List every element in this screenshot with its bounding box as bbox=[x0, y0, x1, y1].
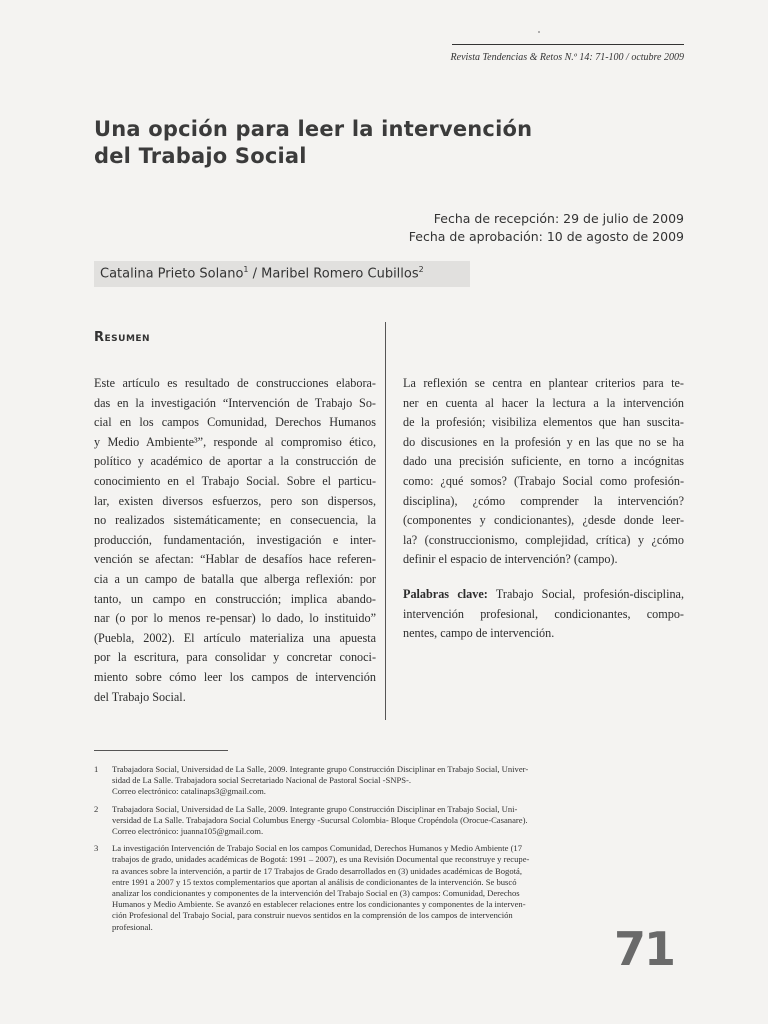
footnote-rule bbox=[94, 750, 228, 751]
reception-date: Fecha de recepción: 29 de julio de 2009 bbox=[433, 211, 684, 226]
keywords-label: Palabras clave: bbox=[403, 587, 488, 601]
abstract-left-line: tanto, un campo en construcción; implica abando- bbox=[94, 591, 376, 606]
abstract-right-line: dado una precisión suficiente, en torno a incógnitas bbox=[403, 454, 684, 469]
footnote-line: La investigación Intervención de Trabajo Social en los campos Comunidad, Derechos Humanos y Medio Ambiente (17 bbox=[112, 843, 523, 854]
abstract-right-line: de la profesión; visibiliza elementos que han suscita- bbox=[403, 415, 684, 430]
header-rule bbox=[452, 44, 684, 45]
abstract-right-column bbox=[403, 374, 684, 570]
author-1-footnote-ref: 1 bbox=[243, 265, 249, 274]
article-title bbox=[94, 116, 614, 170]
title-line-2: del Trabajo Social bbox=[94, 144, 307, 168]
abstract-right-line: definir el espacio de intervención? (campo). bbox=[403, 552, 618, 567]
abstract-right-line: (componentes y condicionantes), ¿desde donde leer- bbox=[403, 513, 684, 528]
approval-date: Fecha de aprobación: 10 de agosto de 2009 bbox=[408, 229, 684, 244]
abstract-left-line: político y académico de aportar a la construcción de bbox=[94, 454, 376, 469]
keywords-block bbox=[403, 585, 684, 644]
abstract-right-line: do discusiones en la profesión y en las que no se ha bbox=[403, 434, 684, 449]
author-2-footnote-ref: 2 bbox=[418, 265, 424, 274]
keywords-line: intervención profesional, condicionantes, compo- bbox=[403, 606, 684, 621]
article-dates bbox=[360, 210, 684, 246]
footnote-line: profesional. bbox=[112, 921, 153, 932]
abstract-left-line: (Puebla, 2002). El artículo materializa una apuesta bbox=[94, 630, 376, 645]
footnote-line: Humanos y Medio Ambiente. Se avanzó en establecer relaciones entre los condicionantes y componentes de la interven- bbox=[112, 899, 526, 910]
abstract-left-line: del Trabajo Social. bbox=[94, 689, 186, 704]
footnote-line: Trabajadora Social, Universidad de La Salle, 2009. Integrante grupo Construcción Disciplinar en Trabajo Social, Uni- bbox=[112, 803, 518, 814]
abstract-left-line: producción, fundamentación, investigación e inter- bbox=[94, 532, 376, 547]
author-separator: / bbox=[248, 266, 262, 282]
footnote-number: 1 bbox=[94, 764, 99, 774]
column-divider bbox=[385, 322, 386, 720]
keywords-line: nentes, campo de intervención. bbox=[403, 626, 555, 641]
abstract-left-line: cia a un campo de batalla que alberga reflexión: por bbox=[94, 571, 376, 586]
abstract-left-line: miento sobre cómo leer los campos de intervención bbox=[94, 669, 376, 684]
abstract-left-line: nar (o por lo menos re-pensar) lo dado, lo instituido” bbox=[94, 611, 376, 626]
abstract-left-line: y Medio Ambiente³”, responde al compromiso ético, bbox=[94, 434, 376, 449]
abstract-right-line: ner en cuenta al hacer la lectura a la intervención bbox=[403, 395, 684, 410]
footnote-line: Correo electrónico: catalinaps3@gmail.com. bbox=[112, 786, 266, 797]
keywords-line bbox=[403, 585, 684, 605]
footnote bbox=[94, 764, 574, 798]
footnote bbox=[94, 843, 574, 933]
footnote-line: versidad de La Salle. Trabajadora Social Columbus Energy -Sucursal Colombia- Bloque Cropéndola (Orocue-Casanare). bbox=[112, 814, 528, 825]
footnote-line: Trabajadora Social, Universidad de La Salle, 2009. Integrante grupo Construcción Disciplinar en Trabajo Social, Univer- bbox=[112, 764, 529, 774]
abstract-left-line: vención se afectan: “Hablar de desafíos hace referen- bbox=[94, 552, 376, 567]
abstract-left-line: conocimiento en el Trabajo Social. Sobre el particu- bbox=[94, 473, 376, 488]
abstract-left-line: das en la investigación “Intervención de Trabajo So- bbox=[94, 395, 376, 410]
footnote-line: ra avances sobre la intervención, a partir de 17 Trabajos de Grado desarrollados en (3) unidades académicas de Bogotá, bbox=[112, 865, 522, 876]
footnote-line: trabajos de grado, unidades académicas de Bogotá: 1991 – 2007), es una Revisión Documental que reconstruye y recupe- bbox=[112, 854, 530, 865]
keywords-text: Trabajo Social, profesión-disciplina, bbox=[487, 587, 685, 601]
abstract-left-line: cial en los campos Comunidad, Derechos Humanos bbox=[94, 415, 376, 430]
abstract-heading: Resumen bbox=[94, 330, 151, 345]
abstract-right-line: La reflexión se centra en plantear criterios para te- bbox=[403, 376, 684, 390]
author-2: Maribel Romero Cubillos bbox=[261, 266, 419, 282]
abstract-left-column bbox=[94, 374, 376, 707]
footnotes bbox=[94, 764, 574, 939]
footnote bbox=[94, 804, 574, 838]
footnote-line: ción Profesional del Trabajo Social, para construir nuevos sentidos en la comprensión de los campos de intervención bbox=[112, 910, 513, 921]
abstract-left-line: por la escritura, para consolidar y concretar conoci- bbox=[94, 650, 376, 665]
abstract-right-line: disciplina), ¿cómo comprender la intervención? bbox=[403, 493, 684, 508]
page-number: 71 bbox=[614, 922, 675, 976]
footnote-number: 3 bbox=[94, 843, 99, 854]
abstract-right-line: la? (construccionismo, complejidad, crítica) y ¿cómo bbox=[403, 532, 684, 547]
scan-speck bbox=[538, 31, 540, 33]
title-line-1: Una opción para leer la intervención bbox=[94, 117, 533, 141]
footnote-line: sidad de La Salle. Trabajadora social Secretariado Nacional de Pastoral Social -SNPS-. bbox=[112, 775, 412, 786]
abstract-left-line: Este artículo es resultado de construcciones elabora- bbox=[94, 376, 376, 390]
abstract-right-line: como: ¿qué somos? (Trabajo Social como profesión- bbox=[403, 473, 684, 488]
footnote-line: analizar los condicionantes y componentes de la intervención del Trabajo Social en (3) campos: Comunidad, Derechos bbox=[112, 888, 520, 899]
footnote-number: 2 bbox=[94, 803, 99, 814]
author-1: Catalina Prieto Solano bbox=[100, 266, 244, 282]
footnote-line: Correo electrónico: juanna105@gmail.com. bbox=[112, 826, 264, 837]
footnote-line: entre 1991 a 2007 y 15 textos complementarios que aportan al análisis de condicionantes de la intervención. Se buscó bbox=[112, 876, 517, 887]
authors-line bbox=[100, 265, 424, 281]
abstract-left-line: lar, existen diversos esfuerzos, pero son dispersos, bbox=[94, 493, 376, 508]
journal-reference: Revista Tendencias & Retos N.º 14: 71-100 / octubre 2009 bbox=[450, 52, 684, 63]
abstract-left-line: no realizados sistemáticamente; en consecuencia, la bbox=[94, 513, 376, 528]
